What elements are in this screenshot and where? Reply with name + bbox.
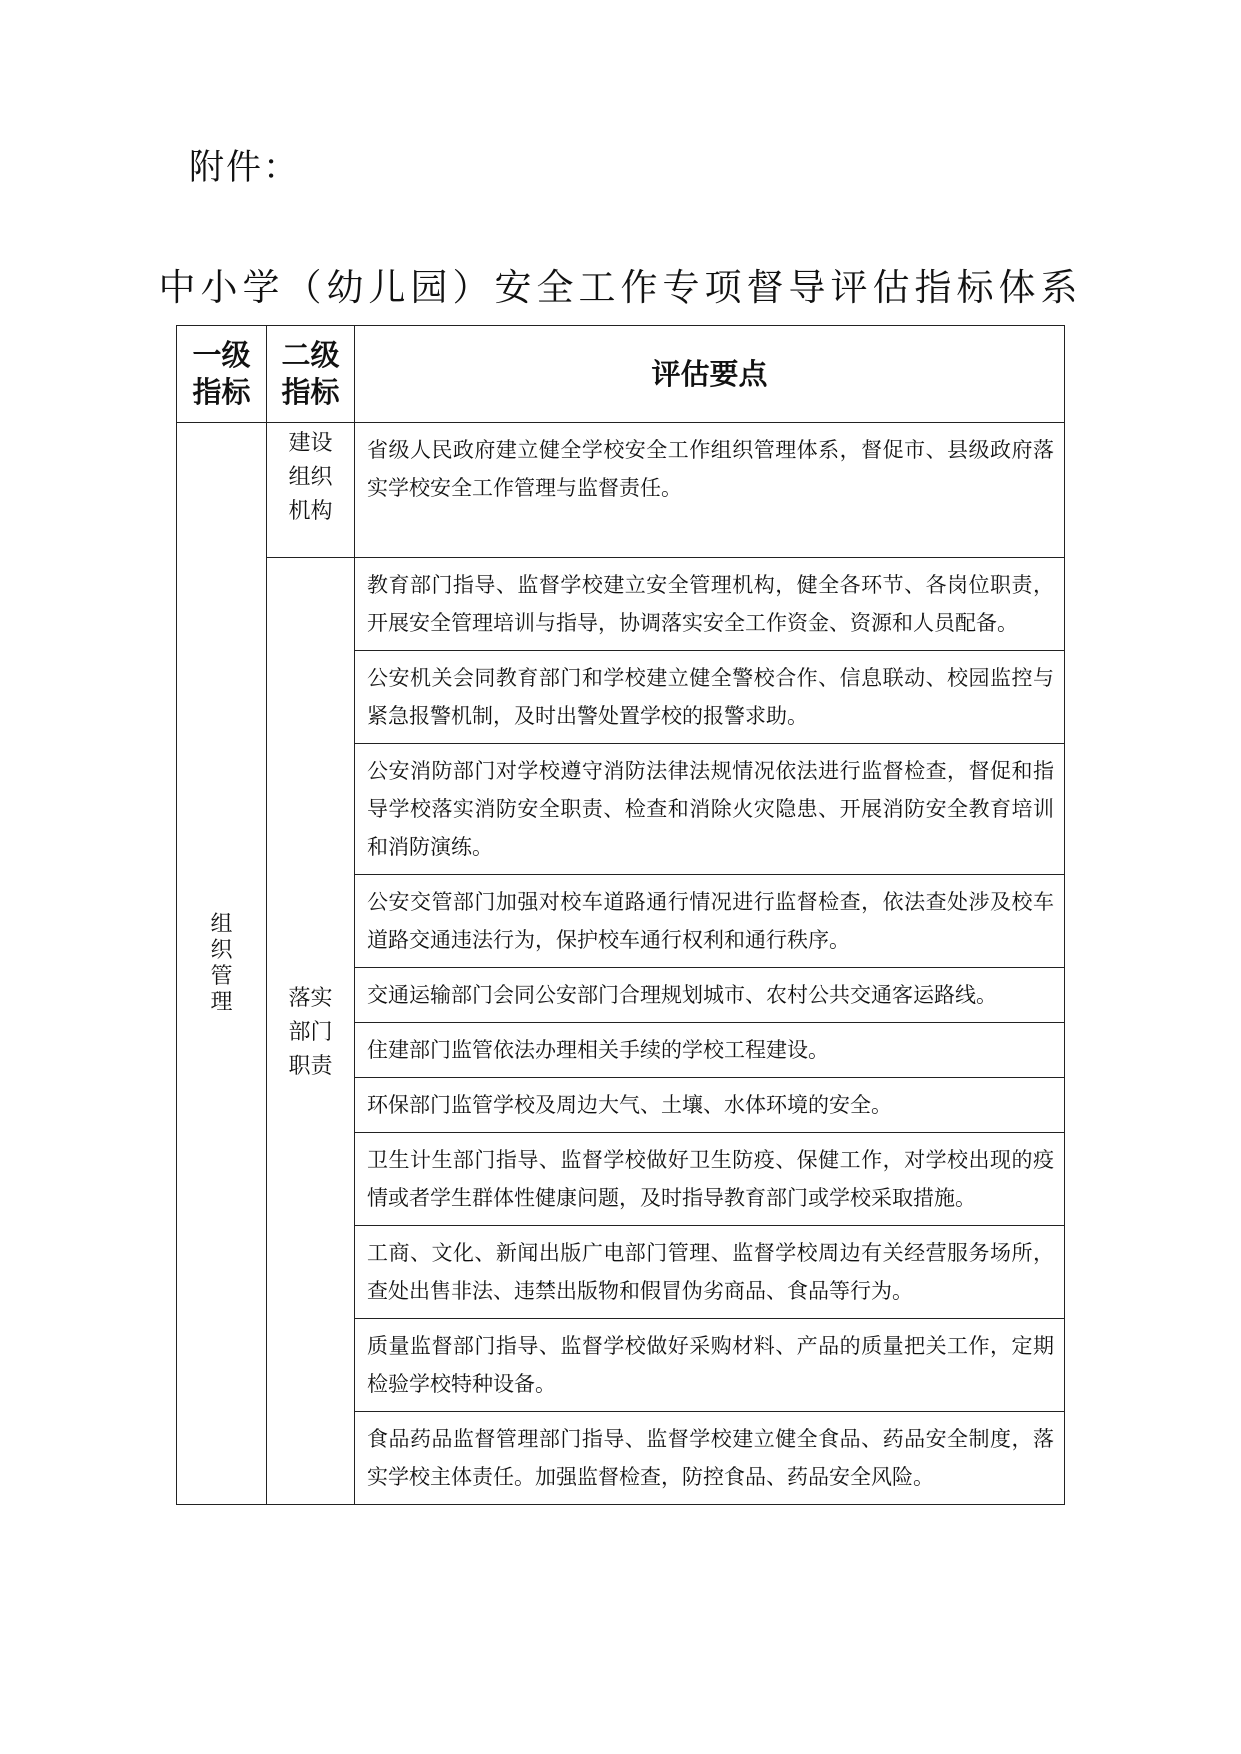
header-level1-line: 指标 bbox=[192, 375, 251, 409]
indicator-table bbox=[176, 325, 1065, 1505]
level2-line: 建设 bbox=[288, 431, 333, 456]
evaluation-point: 公安交管部门加强对校车道路通行情况进行监督检查，依法查处涉及校车道路交通违法行为，保护校车通行权利和通行秩序。 bbox=[355, 875, 1065, 968]
header-level2-line: 指标 bbox=[281, 375, 340, 409]
level2-line: 部门 bbox=[288, 1020, 333, 1045]
table-row bbox=[177, 423, 1065, 558]
level2-build-organization bbox=[267, 423, 355, 558]
document-title: 中小学（幼儿园）安全工作专项督导评估指标体系 bbox=[158, 266, 1083, 309]
evaluation-point: 公安机关会同教育部门和学校建立健全警校合作、信息联动、校园监控与紧急报警机制，及时出警处置学校的报警求助。 bbox=[355, 651, 1065, 744]
evaluation-point: 质量监督部门指导、监督学校做好采购材料、产品的质量把关工作，定期检验学校特种设备。 bbox=[355, 1319, 1065, 1412]
table-row bbox=[177, 558, 1065, 651]
evaluation-point: 省级人民政府建立健全学校安全工作组织管理体系，督促市、县级政府落实学校安全工作管理与监督责任。 bbox=[355, 423, 1065, 558]
level1-char: 理 bbox=[210, 989, 233, 1015]
level1-char: 织 bbox=[210, 937, 233, 963]
evaluation-point: 住建部门监管依法办理相关手续的学校工程建设。 bbox=[355, 1023, 1065, 1078]
evaluation-point: 卫生计生部门指导、监督学校做好卫生防疫、保健工作，对学校出现的疫情或者学生群体性健康问题，及时指导教育部门或学校采取措施。 bbox=[355, 1133, 1065, 1226]
evaluation-point: 食品药品监督管理部门指导、监督学校建立健全食品、药品安全制度，落实学校主体责任。加强监督检查，防控食品、药品安全风险。 bbox=[355, 1412, 1065, 1505]
table-header-row bbox=[177, 326, 1065, 423]
level2-implement-duties bbox=[267, 558, 355, 1505]
header-level2 bbox=[267, 326, 355, 423]
level2-line: 组织 bbox=[288, 465, 333, 490]
attachment-label: 附件： bbox=[189, 148, 301, 188]
evaluation-point: 教育部门指导、监督学校建立安全管理机构，健全各环节、各岗位职责，开展安全管理培训与指导，协调落实安全工作资金、资源和人员配备。 bbox=[355, 558, 1065, 651]
level2-line: 机构 bbox=[288, 499, 333, 524]
header-level1 bbox=[177, 326, 267, 423]
header-level2-line: 二级 bbox=[281, 338, 340, 372]
level1-char: 管 bbox=[210, 963, 233, 989]
evaluation-point: 工商、文化、新闻出版广电部门管理、监督学校周边有关经营服务场所，查处出售非法、违禁出版物和假冒伪劣商品、食品等行为。 bbox=[355, 1226, 1065, 1319]
evaluation-point: 公安消防部门对学校遵守消防法律法规情况依法进行监督检查，督促和指导学校落实消防安全职责、检查和消除火灾隐患、开展消防安全教育培训和消防演练。 bbox=[355, 744, 1065, 875]
level1-char: 组 bbox=[210, 911, 233, 937]
level2-line: 落实 bbox=[288, 986, 333, 1011]
level2-line: 职责 bbox=[288, 1054, 333, 1079]
evaluation-point: 环保部门监管学校及周边大气、土壤、水体环境的安全。 bbox=[355, 1078, 1065, 1133]
header-level1-line: 一级 bbox=[192, 338, 251, 372]
header-points: 评估要点 bbox=[355, 326, 1065, 423]
level1-organization-management bbox=[177, 423, 267, 1505]
evaluation-point: 交通运输部门会同公安部门合理规划城市、农村公共交通客运路线。 bbox=[355, 968, 1065, 1023]
